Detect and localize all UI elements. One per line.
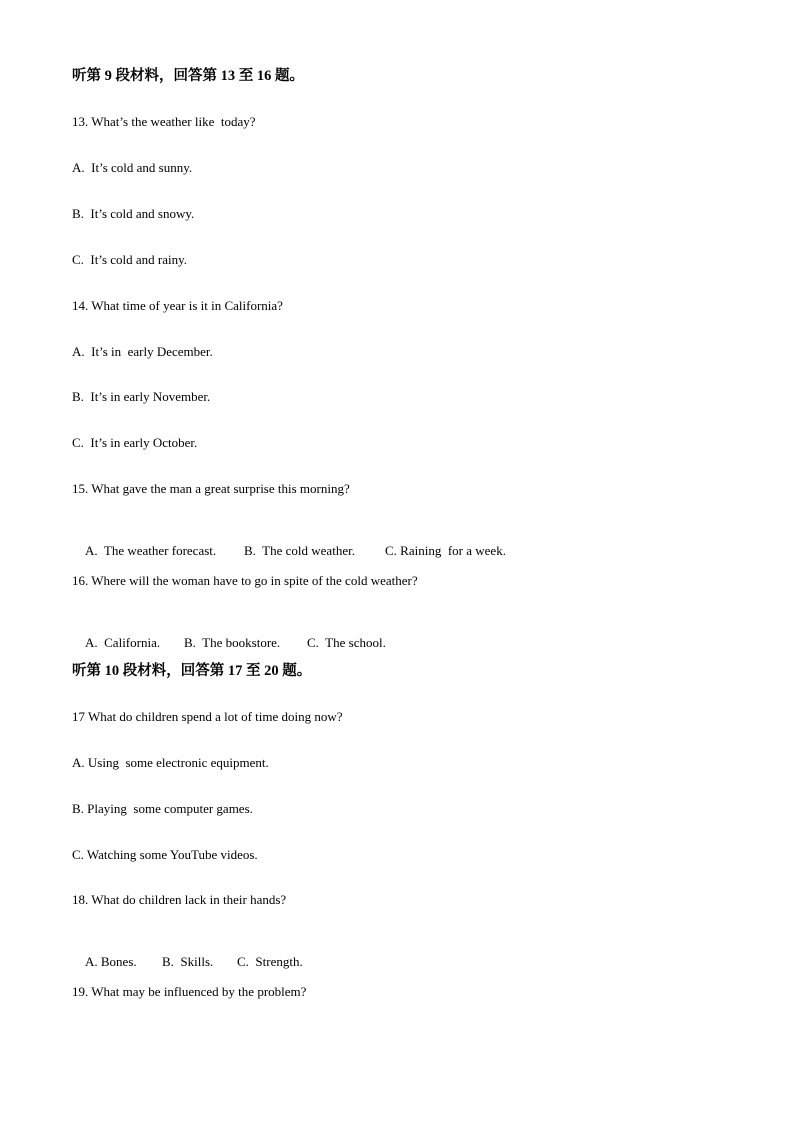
question-13: 13. What’s the weather like today? [72,114,256,129]
question-15-option-a: A. The weather forecast. [85,543,217,558]
question-18-options [72,938,303,986]
question-14-option-a: A. It’s in early December. [72,344,213,359]
question-14-option-c: C. It’s in early October. [72,435,198,450]
question-13-option-c: C. It’s cold and rainy. [72,252,188,267]
question-17: 17 What do children spend a lot of time doing now? [72,709,343,724]
question-16-option-a: A. California. [85,635,161,650]
question-18-option-c: C. Strength. [237,954,303,969]
question-16-option-c: C. The school. [307,635,386,650]
question-14: 14. What time of year is it in California? [72,298,283,313]
question-18: 18. What do children lack in their hands? [72,892,287,907]
question-18-option-a: A. Bones. [85,954,137,969]
question-17-option-a: A. Using some electronic equipment. [72,755,269,770]
question-18-option-b: B. Skills. [162,954,214,969]
question-15-options [72,527,506,575]
question-13-option-a: A. It’s cold and sunny. [72,160,193,175]
question-13-option-b: B. It’s cold and snowy. [72,206,195,221]
question-15-option-c: C. Raining for a week. [385,543,506,558]
question-15-option-b: B. The cold weather. [244,543,355,558]
section-heading-passage-9: 听第 9 段材料，回答第 13 至 16 题。 [72,68,304,84]
question-14-option-b: B. It’s in early November. [72,389,211,404]
question-15: 15. What gave the man a great surprise this morning? [72,481,350,496]
question-16-options [72,619,386,667]
question-17-option-b: B. Playing some computer games. [72,801,253,816]
question-16: 16. Where will the woman have to go in spite of the cold weather? [72,573,418,588]
question-16-option-b: B. The bookstore. [184,635,281,650]
question-17-option-c: C. Watching some YouTube videos. [72,847,258,862]
section-heading-passage-10: 听第 10 段材料，回答第 17 至 20 题。 [72,663,312,679]
question-19: 19. What may be influenced by the problem? [72,984,307,999]
